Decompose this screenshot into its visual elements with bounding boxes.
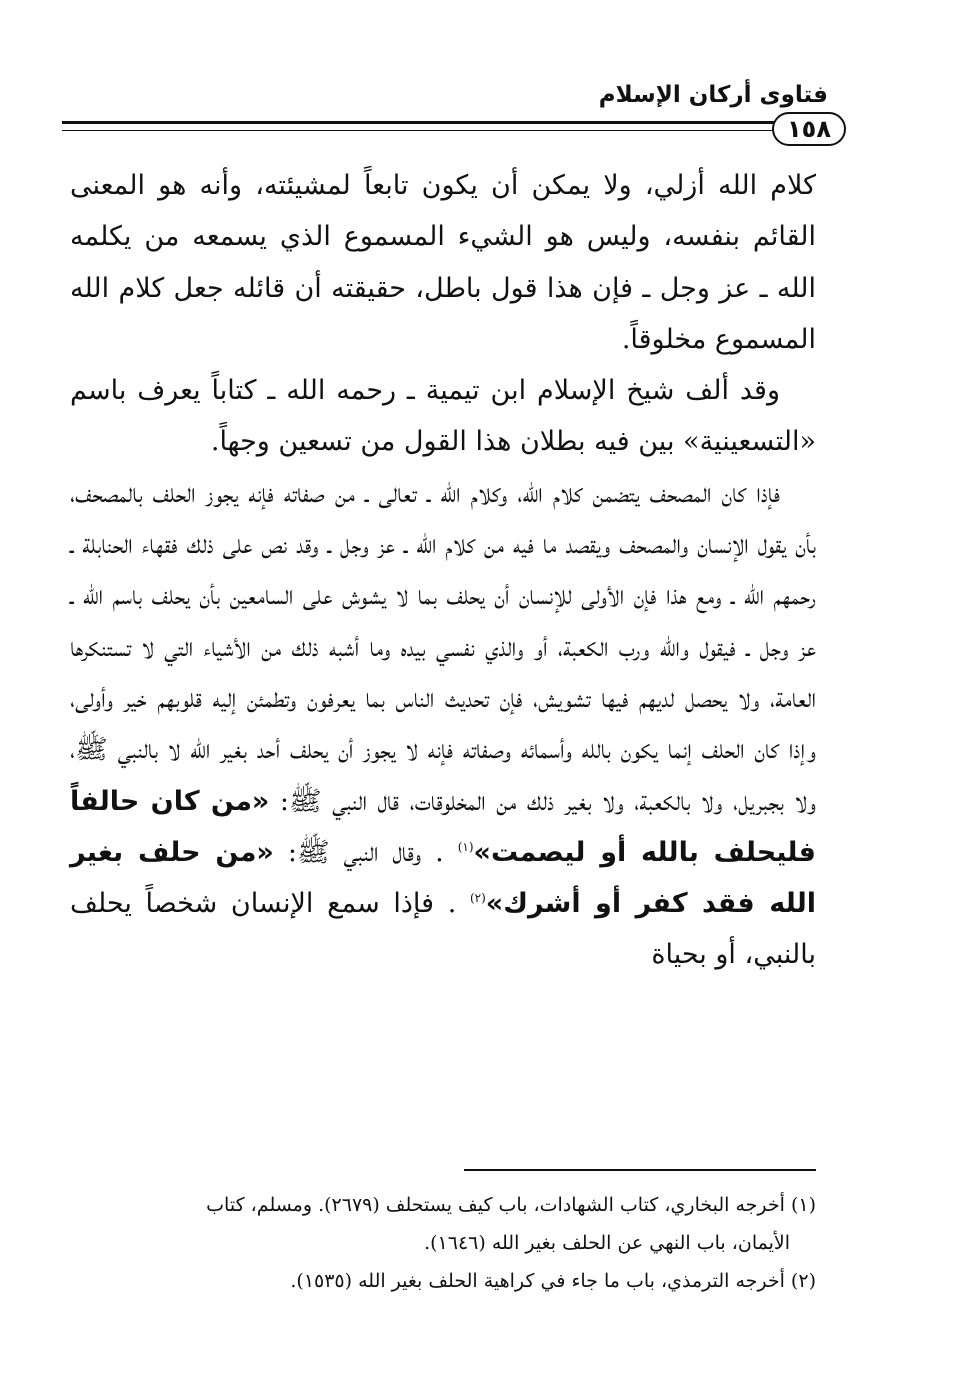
running-title: فتاوى أركان الإسلام — [598, 82, 828, 108]
paragraph-2: وقد ألف شيخ الإسلام ابن تيمية ـ رحمه الله ـ كتاباً يعرف باسم «التسعينية» بين فيه بطلان هذا القول من تسعين وجهاً. — [70, 375, 816, 458]
footnote-separator — [464, 1169, 816, 1171]
paragraph-3 — [70, 468, 816, 981]
hadith-quote-2: «من حلف بغير الله فقد كفر أو أشرك» — [70, 836, 816, 920]
paragraph-3-end: . فإذا سمع الإنسان شخصاً يحلف بالنبي، أو بحياة — [70, 888, 816, 971]
header-rule-thin — [62, 130, 790, 131]
footnote-1: (١) أخرجه البخاري، كتاب الشهادات، باب كيف يستحلف (٢٦٧٩). ومسلم، كتاب — [206, 1194, 816, 1216]
page-number-badge — [772, 112, 846, 146]
footnote-ref-1[interactable]: (١) — [457, 839, 474, 854]
main-text — [70, 160, 816, 981]
footnote-2: (٢) أخرجه الترمذي، باب ما جاء في كراهية الحلف بغير الله (١٥٣٥). — [290, 1270, 816, 1292]
footnote-1-continued: الأيمان، باب النهي عن الحلف بغير الله (١٦٤٦). — [424, 1232, 790, 1254]
paragraph-1: كلام الله أزلي، ولا يمكن أن يكون تابعاً لمشيئته، وأنه هو المعنى القائم بنفسه، وليس هو الشيء المسموع الذي يسمعه من يكلمه الله ـ عز وجل ـ فإن هذا قول باطل، حقيقته أن قائله جعل كلام الله المسموع مخلوقاً. — [70, 170, 816, 355]
hadith-quote-1: «من كان حالفاً فليحلف بالله أو ليصمت» — [70, 785, 816, 868]
footnotes — [68, 1186, 816, 1300]
page-number: ١٥٨ — [787, 115, 831, 143]
footnote-ref-2[interactable]: (٢) — [469, 891, 486, 906]
paragraph-3-mid: . وقال النبي ﷺ: — [273, 836, 458, 868]
header-rule-thick — [62, 121, 790, 124]
paragraph-3-text: فإذا كان المصحف يتضمن كلام الله، وكلام الله ـ تعالى ـ من صفاته فإنه يجوز الحلف بالمصحف، بأن يقول الإنسان والمصحف ويقصد ما فيه من كلام الله ـ عز وجل ـ وقد نص على ذلك فقهاء الحنابلة ـ رحمهم الله ـ ومع هذا فإن الأولى للإنسان أن يحلف بما لا يشوش على السامعين بأن يحلف باسم الله ـ عز وجل ـ فيقول والله ورب الكعبة، أو والذي نفسي بيده وما أشبه ذلك من الأشياء التي لا تستنكرها العامة، ولا يحصل لديهم فيها تشويش، فإن تحديث الناس بما يعرفون وتطمئن إليه قلوبهم خير وأولى، وإذا كان الحلف إنما يكون بالله وأسمائه وصفاته فإنه لا يجوز أن يحلف أحد بغير الله لا بالنبي ﷺ، ولا بجبريل، ولا بالكعبة، ولا بغير ذلك من المخلوقات، قال النبي ﷺ: — [70, 477, 816, 817]
